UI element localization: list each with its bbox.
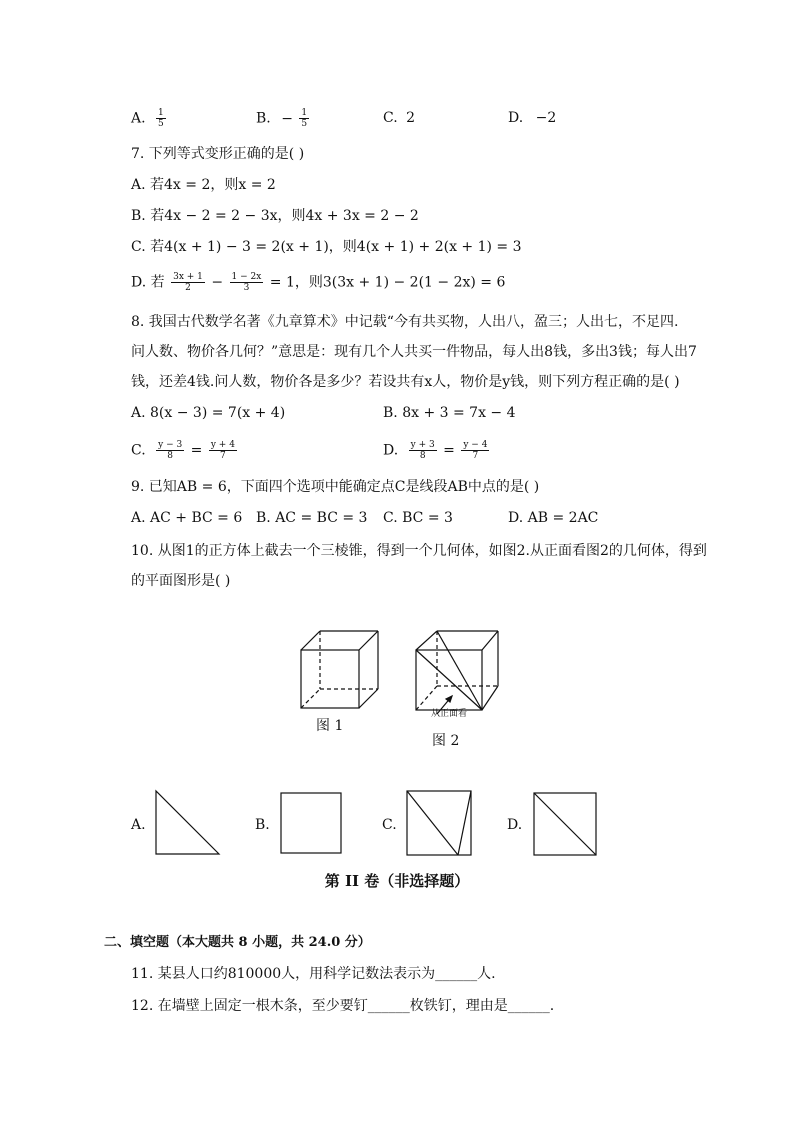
q6-option-d-value: −2 xyxy=(535,110,557,126)
frac-den: 2 xyxy=(185,283,191,293)
q12-text: 12. 在墙壁上固定一根木条，至少要钉______枚铁钉，理由是______. xyxy=(131,998,555,1014)
q7-d-prefix: D. 若 xyxy=(131,274,165,291)
q9-option-b[interactable]: B. AC = BC = 3 xyxy=(256,510,368,526)
figure-2-arrow-label: 从正面看 xyxy=(431,709,468,719)
q7-option-a[interactable]: A. 若4x = 2，则x = 2 xyxy=(131,177,276,193)
q6-option-d[interactable] xyxy=(508,108,556,128)
q6-option-c-value: 2 xyxy=(406,110,416,126)
q10-option-d-square-diagonal[interactable] xyxy=(533,792,597,856)
q8-c-equals: = xyxy=(190,442,203,459)
frac-num: 3x + 1 xyxy=(173,272,203,282)
q8-option-a[interactable]: A. 8(x − 3) = 7(x + 4) xyxy=(131,405,286,421)
frac-den: 3 xyxy=(243,283,250,293)
q6-option-a[interactable] xyxy=(131,108,168,129)
q7-option-c[interactable]: C. 若4(x + 1) − 3 = 2(x + 1)，则4(x + 1) + 2(x + 1) = 3 xyxy=(131,239,522,255)
q8-c-fraction-1 xyxy=(156,440,184,461)
frac-num: y − 4 xyxy=(463,440,488,450)
q6-option-d-label: D. xyxy=(508,110,524,126)
q6-option-b-label: B. xyxy=(256,110,271,127)
q8-option-d[interactable] xyxy=(383,440,491,461)
q10-option-b-square[interactable] xyxy=(280,792,342,854)
q9-option-d[interactable]: D. AB = 2AC xyxy=(508,510,599,526)
q8-stem-line-2: 问人数、物价各几何？”意思是：现有几个人共买一件物品，每人出8钱，多出3钱；每人出7 xyxy=(131,344,697,360)
q10-option-c-label[interactable]: C. xyxy=(382,817,397,833)
q10-option-b-label[interactable]: B. xyxy=(255,817,270,833)
q8-d-fraction-2 xyxy=(461,440,489,461)
part-2-title: 第 II 卷（非选择题） xyxy=(324,872,470,890)
frac-den: 8 xyxy=(419,451,426,461)
q10-option-a-triangle[interactable] xyxy=(155,790,221,856)
q6-option-b-sign: − xyxy=(281,110,293,127)
frac-num: 1 xyxy=(158,108,164,118)
q8-stem-line-1: 8. 我国古代数学名著《九章算术》中记载“今有共买物，人出八，盈三；人出七，不足四. xyxy=(131,314,679,330)
q8-d-fraction-1 xyxy=(409,440,437,461)
figure-2-caption: 图 2 xyxy=(432,733,460,749)
q10-option-d-label[interactable]: D. xyxy=(507,817,523,833)
frac-num: 1 xyxy=(301,108,308,118)
q6-option-c[interactable] xyxy=(383,108,415,128)
q7-option-d[interactable] xyxy=(131,272,505,293)
frac-num: y + 4 xyxy=(210,440,235,450)
frac-den: 5 xyxy=(158,119,164,129)
q6-option-c-label: C. xyxy=(383,110,398,126)
section-2-header: 二、填空题（本大题共 8 小题，共 24.0 分） xyxy=(104,935,371,950)
q11-text: 11. 某县人口约810000人，用科学记数法表示为______人. xyxy=(131,966,496,982)
q7-stem: 7. 下列等式变形正确的是( ) xyxy=(131,146,305,162)
q8-option-c[interactable] xyxy=(131,440,239,461)
frac-den: 7 xyxy=(472,451,479,461)
q8-d-equals: = xyxy=(443,442,455,459)
q7-d-minus: − xyxy=(211,274,224,291)
q9-option-c[interactable]: C. BC = 3 xyxy=(383,510,453,526)
q10-option-a-label[interactable]: A. xyxy=(131,817,146,833)
frac-den: 7 xyxy=(220,451,226,461)
q8-c-fraction-2 xyxy=(209,440,237,461)
q7-option-b[interactable]: B. 若4x − 2 = 2 − 3x，则4x + 3x = 2 − 2 xyxy=(131,208,419,224)
q9-option-a[interactable]: A. AC + BC = 6 xyxy=(131,510,243,526)
q8-option-b[interactable]: B. 8x + 3 = 7x − 4 xyxy=(383,405,516,421)
q6-option-b-fraction xyxy=(299,108,309,129)
q8-c-label: C. xyxy=(131,442,146,459)
frac-num: 1 − 2x xyxy=(231,272,262,282)
q7-d-fraction-2 xyxy=(230,272,264,293)
frac-num: y + 3 xyxy=(410,440,435,450)
q6-option-b[interactable] xyxy=(256,108,311,129)
q6-option-a-fraction xyxy=(156,108,166,129)
q8-d-label: D. xyxy=(383,442,399,459)
q10-stem-line-1: 10. 从图1的正方体上截去一个三棱锥，得到一个几何体，如图2.从正面看图2的几何体，得到 xyxy=(131,543,707,559)
frac-num: y − 3 xyxy=(158,440,183,450)
figure-1-cube xyxy=(298,628,388,708)
q10-stem-line-2: 的平面图形是( ) xyxy=(131,573,231,589)
frac-den: 8 xyxy=(167,451,174,461)
q7-d-suffix: = 1，则3(3x + 1) − 2(1 − 2x) = 6 xyxy=(269,274,506,291)
q10-option-c-square-with-lines[interactable] xyxy=(406,790,472,856)
q7-d-fraction-1 xyxy=(171,272,205,293)
q8-stem-line-3: 钱，还差4钱.问人数，物价各是多少？若设共有x人，物价是y钱，则下列方程正确的是( ) xyxy=(131,374,680,390)
q9-stem: 9. 已知AB = 6，下面四个选项中能确定点C是线段AB中点的是( ) xyxy=(131,479,540,495)
q6-option-a-label: A. xyxy=(131,110,146,127)
frac-den: 5 xyxy=(301,119,308,129)
figure-1-caption: 图 1 xyxy=(316,718,344,734)
